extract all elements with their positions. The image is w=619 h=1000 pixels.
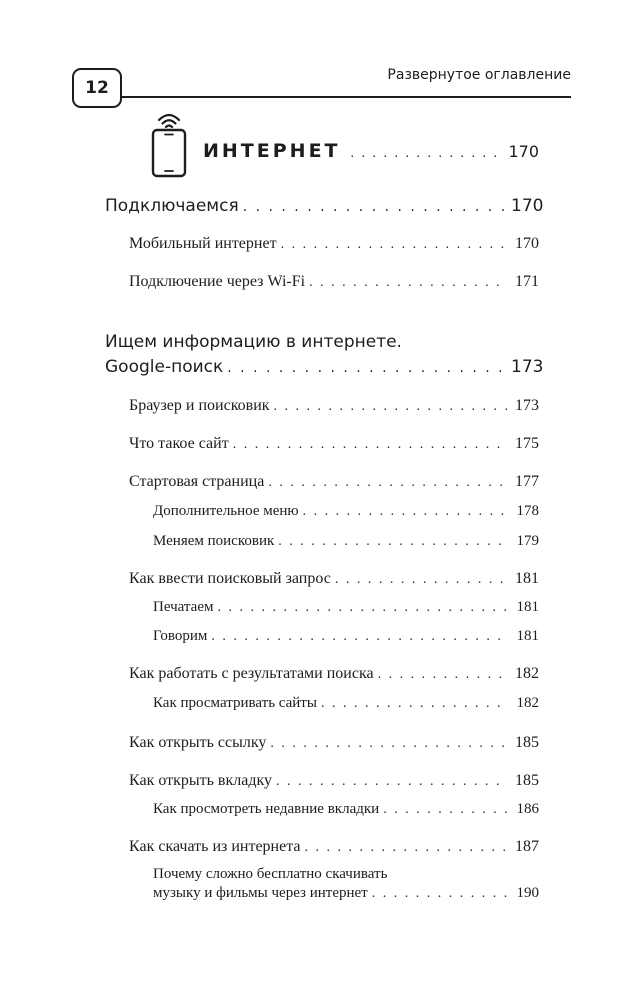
toc-page: 177: [515, 473, 539, 490]
leader-dots: [351, 146, 505, 162]
leader-dots: [309, 275, 507, 291]
toc-entry: [153, 599, 539, 616]
leader-dots: [211, 629, 507, 645]
leader-dots: [281, 237, 507, 253]
toc-page: 185: [515, 772, 539, 789]
toc-label: Как работать с результатами поиска: [129, 665, 374, 682]
toc-label: Печатаем: [153, 599, 214, 615]
smartphone-wifi-icon: [150, 108, 188, 178]
toc-label: Как ввести поисковый запрос: [129, 570, 331, 587]
toc-label: Что такое сайт: [129, 435, 229, 452]
header-rule: [122, 96, 571, 98]
leader-dots: [227, 360, 507, 376]
toc-entry: [129, 772, 539, 790]
toc-entry: [105, 196, 544, 216]
leader-dots: [383, 802, 507, 818]
toc-label: Меняем поисковик: [153, 533, 275, 549]
toc-page: 173: [511, 357, 544, 377]
toc-page: 187: [515, 838, 539, 855]
chapter-title: ИНТЕРНЕТ: [203, 140, 341, 162]
toc-page: 186: [516, 801, 539, 817]
toc-label: Говорим: [153, 628, 208, 644]
toc-entry: [153, 533, 539, 550]
leader-dots: [278, 534, 507, 550]
leader-dots: [303, 504, 507, 520]
toc-page: 170: [515, 235, 539, 252]
leader-dots: [270, 736, 507, 752]
toc-page: 185: [515, 734, 539, 751]
leader-dots: [233, 437, 507, 453]
toc-entry: [105, 357, 544, 377]
toc-page: 178: [516, 503, 539, 519]
toc-page: 181: [516, 599, 539, 615]
leader-dots: [321, 696, 507, 712]
toc-label: Как открыть вкладку: [129, 772, 273, 789]
page-number-text: 12: [85, 78, 109, 98]
toc-label: Браузер и поисковик: [129, 397, 270, 414]
running-title: Развернутое оглавление: [387, 67, 571, 83]
toc-page: 182: [515, 665, 539, 682]
toc-page: 171: [515, 273, 539, 290]
toc-entry: [129, 397, 539, 415]
toc-label: Как скачать из интернета: [129, 838, 301, 855]
toc-page: 175: [515, 435, 539, 452]
toc-entry: [153, 628, 539, 645]
leader-dots: [378, 667, 507, 683]
toc-entry: [153, 801, 539, 818]
toc-page: 170: [511, 196, 544, 216]
leader-dots: [335, 572, 507, 588]
page-number: [72, 68, 122, 108]
toc-entry: [153, 695, 539, 712]
toc-entry: [129, 665, 539, 683]
chapter-heading: [203, 140, 539, 162]
leader-dots: [217, 600, 507, 616]
toc-page: 173: [515, 397, 539, 414]
toc-label: Как просмотреть недавние вкладки: [153, 801, 380, 817]
toc-page: 182: [516, 695, 539, 711]
chapter-page: 170: [508, 142, 539, 161]
leader-dots: [274, 399, 507, 415]
toc-entry: [129, 273, 539, 291]
toc-entry: [129, 734, 539, 752]
toc-entry: [153, 503, 539, 520]
toc-label-line1: Ищем информацию в интернете.: [105, 332, 402, 352]
toc-label: Мобильный интернет: [129, 235, 277, 252]
toc-label: Дополнительное меню: [153, 503, 299, 519]
toc-label-line1: Почему сложно бесплатно скачивать: [153, 866, 388, 882]
toc-entry: [129, 570, 539, 588]
leader-dots: [372, 886, 507, 902]
toc-entry: [129, 838, 539, 856]
toc-entry: [129, 473, 539, 491]
toc-page: 181: [516, 628, 539, 644]
toc-label: музыку и фильмы через интернет: [153, 885, 368, 901]
toc-label: Google-поиск: [105, 357, 224, 377]
toc-page: 181: [515, 570, 539, 587]
toc-label: Подключаемся: [105, 196, 239, 216]
toc-entry: [153, 885, 539, 902]
toc-entry: [129, 235, 539, 253]
toc-label: Стартовая страница: [129, 473, 265, 490]
leader-dots: [243, 199, 507, 215]
leader-dots: [268, 475, 507, 491]
toc-page: 190: [516, 885, 539, 901]
leader-dots: [276, 774, 507, 790]
toc-label: Подключение через Wi-Fi: [129, 273, 306, 290]
toc-page: 179: [516, 533, 539, 549]
toc-entry: [129, 435, 539, 453]
leader-dots: [305, 840, 507, 856]
toc-label: Как просматривать сайты: [153, 695, 317, 711]
toc-label: Как открыть ссылку: [129, 734, 267, 751]
